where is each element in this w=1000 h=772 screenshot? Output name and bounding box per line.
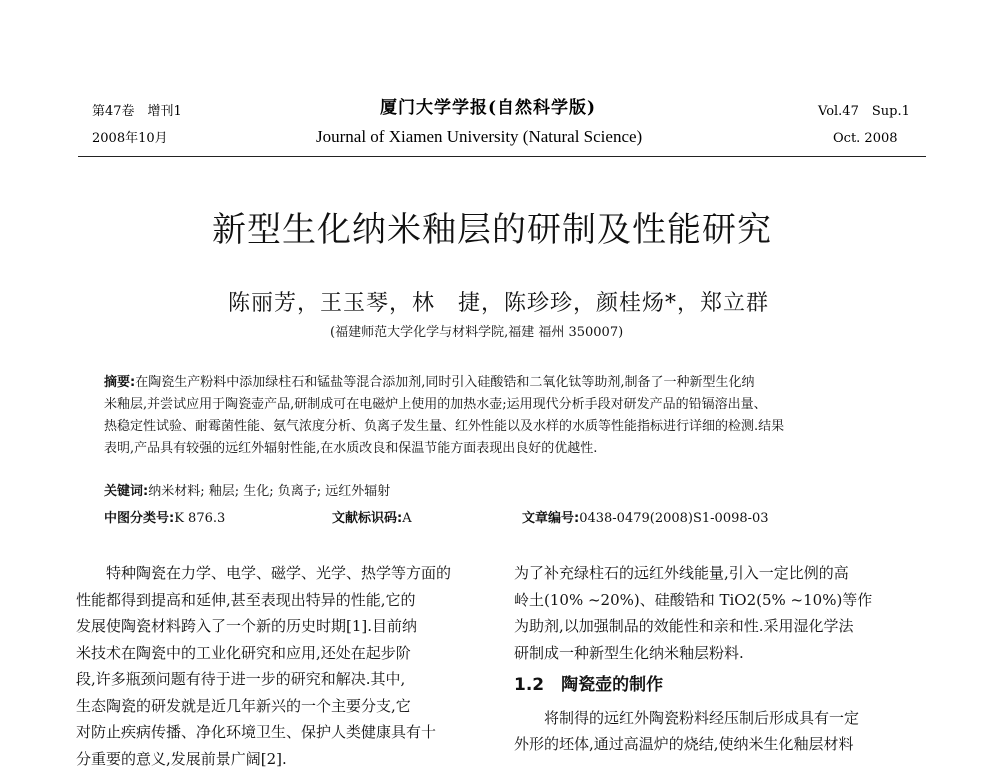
journal-title-en: Journal of Xiamen University (Natural Science) [316, 129, 642, 145]
body-left-column [76, 560, 496, 772]
keywords [104, 480, 390, 499]
paper-title: 新型生化纳米釉层的研制及性能研究 [212, 202, 772, 251]
body-line: 为助剂,以加强制品的效能性和亲和性.采用湿化学法 [514, 613, 934, 640]
article-id-label: 文章编号: [522, 511, 579, 526]
header-rule [78, 156, 926, 157]
doc-code-label: 文献标识码: [332, 511, 402, 526]
section-heading-1-2 [514, 672, 934, 699]
classification-value: K 876.3 [174, 511, 225, 526]
body-line: 性能都得到提高和延伸,甚至表现出特异的性能,它的 [76, 587, 496, 614]
journal-title-cn: 厦门大学学报(自然科学版) [380, 100, 596, 116]
section-number: 1.2 [514, 675, 544, 695]
affiliation: (福建师范大学化学与材料学院,福建 福州 350007) [330, 321, 623, 340]
body-line: 为了补充绿柱石的远红外线能量,引入一定比例的高 [514, 560, 934, 587]
body-line: 分重要的意义,发展前景广阔[2]. [76, 746, 496, 772]
body-line: 岭土(10% ~20%)、硅酸锆和 TiO2(5% ~10%)等作 [514, 587, 934, 614]
abstract-line: 米釉层,并尝试应用于陶瓷壶产品,研制成可在电磁炉上使用的加热水壶;运用现代分析手段对研发产品的铅镉溶出量、 [104, 394, 924, 416]
abstract-line: 表明,产品具有较强的远红外辐射性能,在水质改良和保温节能方面表现出良好的优越性. [104, 438, 924, 460]
publication-date-en: Oct. 2008 [833, 131, 898, 147]
body-line: 将制得的远红外陶瓷粉料经压制后形成具有一定 [514, 705, 934, 732]
body-line: 发展使陶瓷材料跨入了一个新的历史时期[1].目前纳 [76, 613, 496, 640]
body-line: 米技术在陶瓷中的工业化研究和应用,还处在起步阶 [76, 640, 496, 667]
keywords-label: 关键词: [104, 484, 148, 499]
section-title: 陶瓷壶的制作 [561, 675, 663, 695]
volume-issue-en: Vol.47 Sup.1 [818, 104, 910, 120]
classification [104, 507, 225, 526]
article-id-value: 0438-0479(2008)S1-0098-03 [579, 511, 768, 526]
doc-code-value: A [402, 511, 411, 526]
publication-date: 2008年10月 [92, 131, 168, 147]
classification-label: 中图分类号: [104, 511, 174, 526]
doc-code [332, 507, 412, 526]
volume-issue: 第47卷 增刊1 [92, 104, 182, 120]
abstract-label: 摘要: [104, 375, 135, 390]
abstract [104, 372, 924, 460]
abstract-line: 热稳定性试验、耐霉菌性能、氨气浓度分析、负离子发生量、红外性能以及水样的水质等性能指标进行详细的检测.结果 [104, 416, 924, 438]
body-line: 生态陶瓷的研发就是近几年新兴的一个主要分支,它 [76, 693, 496, 720]
keywords-value: 纳米材料; 釉层; 生化; 负离子; 远红外辐射 [148, 484, 390, 499]
body-line: 对防止疾病传播、净化环境卫生、保护人类健康具有十 [76, 719, 496, 746]
body-right-column [514, 560, 934, 758]
body-line: 段,许多瓶颈问题有待于进一步的研究和解决.其中, [76, 666, 496, 693]
article-id [522, 507, 769, 526]
body-line: 特种陶瓷在力学、电学、磁学、光学、热学等方面的 [76, 560, 496, 587]
authors: 陈丽芳，王玉琴，林 捷，陈珍珍，颜桂炀*，郑立群 [228, 286, 769, 317]
body-line: 外形的坯体,通过高温炉的烧结,使纳米生化釉层材料 [514, 731, 934, 758]
abstract-line: 在陶瓷生产粉料中添加绿柱石和锰盐等混合添加剂,同时引入硅酸锆和二氧化钛等助剂,制备了一种新型生化纳 [135, 375, 754, 390]
body-line: 研制成一种新型生化纳米釉层粉料. [514, 640, 934, 667]
